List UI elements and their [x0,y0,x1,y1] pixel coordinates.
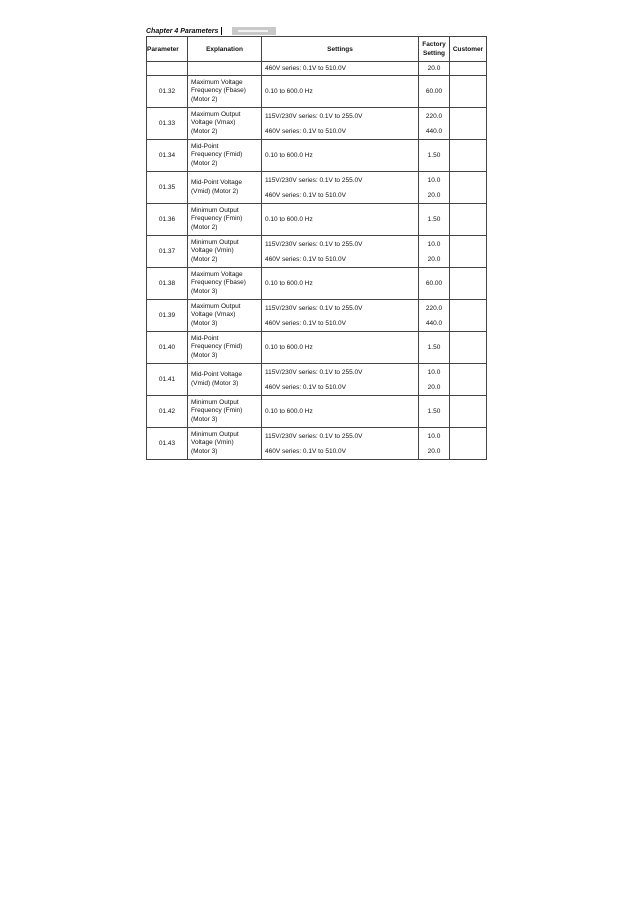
explanation-line: Frequency (Fbase) [191,279,246,287]
settings-line: 460V series: 0.1V to 510.0V [265,319,346,327]
explanation-line: Frequency (Fmin) [191,407,243,415]
customer-cell [450,332,487,364]
factory-cell [419,76,450,108]
column-header-explanation: Explanation [188,37,262,62]
settings-line: 460V series: 0.1V to 510.0V [265,383,346,391]
explanation-cell [188,236,262,268]
customer-cell [450,204,487,236]
customer-cell [450,172,487,204]
table-row [147,172,487,204]
table-row [147,268,487,300]
factory-value: 1.50 [427,408,441,415]
explanation-cell [188,396,262,428]
settings-line: 460V series: 0.1V to 510.0V [265,191,346,199]
param-cell: 01.42 [147,396,188,428]
settings-cell [262,204,419,236]
factory-cell [419,204,450,236]
settings-line: 0.10 to 600.0 Hz [265,280,313,287]
explanation-line: Minimum Output [191,398,239,406]
table-header-row [147,37,487,62]
continuation-row [147,62,487,76]
parameter-table [146,36,487,460]
customer-cell [450,300,487,332]
settings-line: 115V/230V series: 0.1V to 255.0V [265,240,363,248]
explanation-line: (Motor 3) [191,351,218,359]
factory-cell [419,236,450,268]
explanation-cell [188,140,262,172]
column-header-parameter: Parameter [147,37,188,62]
factory-cell [419,364,450,396]
explanation-cell [188,76,262,108]
explanation-cell [188,204,262,236]
factory-value: 60.00 [425,280,443,287]
explanation-cell [188,172,262,204]
explanation-line: (Motor 2) [191,159,218,167]
explanation-line: Mid-Point [191,334,219,342]
explanation-line: (Vmid) (Motor 2) [191,187,239,195]
settings-cell [262,140,419,172]
settings-line: 115V/230V series: 0.1V to 255.0V [265,112,363,120]
explanation-line: Voltage (Vmin) [191,439,234,447]
settings-line: 460V series: 0.1V to 510.0V [265,447,346,455]
explanation-cell [188,62,262,76]
customer-cell [450,140,487,172]
explanation-line: (Motor 2) [191,255,218,263]
column-header-customer: Customer [450,37,487,62]
explanation-line: Maximum Output [191,110,241,118]
settings-line: 115V/230V series: 0.1V to 255.0V [265,304,363,312]
settings-cell [262,76,419,108]
settings-line: 115V/230V series: 0.1V to 255.0V [265,432,363,440]
customer-cell [450,236,487,268]
param-cell [147,62,188,76]
explanation-line: Voltage (Vmax) [191,311,236,319]
factory-value: 1.50 [427,152,441,159]
explanation-line: Minimum Output [191,206,239,214]
table-row [147,428,487,460]
table-row [147,108,487,140]
column-header-settings: Settings [262,37,419,62]
param-cell: 01.39 [147,300,188,332]
factory-value: 10.0 [427,368,441,376]
settings-line: 0.10 to 600.0 Hz [265,408,313,415]
settings-line: 115V/230V series: 0.1V to 255.0V [265,368,363,376]
settings-cell: 460V series: 0.1V to 510.0V [262,62,419,76]
factory-cell [419,428,450,460]
factory-cell [419,140,450,172]
factory-cell [419,396,450,428]
table-row [147,76,487,108]
factory-value: 60.00 [425,88,443,95]
param-cell: 01.40 [147,332,188,364]
param-cell: 01.34 [147,140,188,172]
explanation-cell [188,332,262,364]
factory-value: 1.50 [427,216,441,223]
param-cell: 01.35 [147,172,188,204]
table-row [147,236,487,268]
settings-line: 460V series: 0.1V to 510.0V [265,127,346,135]
factory-cell [419,108,450,140]
explanation-line: Mid-Point Voltage [191,179,242,186]
explanation-line: Maximum Voltage [191,270,243,278]
param-cell: 01.41 [147,364,188,396]
explanation-cell [188,108,262,140]
table-row [147,364,487,396]
factory-value: 10.0 [427,176,441,184]
explanation-line: Maximum Voltage [191,78,243,86]
factory-cell [419,300,450,332]
settings-cell [262,364,419,396]
table-row [147,332,487,364]
brand-logo-icon [232,27,276,35]
explanation-line: Voltage (Vmin) [191,247,234,255]
settings-cell [262,108,419,140]
explanation-line: (Motor 3) [191,447,218,455]
customer-cell [450,268,487,300]
table-row [147,300,487,332]
explanation-line: Maximum Output [191,302,241,310]
explanation-cell [188,300,262,332]
explanation-line: (Motor 3) [191,287,218,295]
factory-value: 20.0 [427,447,441,455]
table-row [147,140,487,172]
factory-cell [419,172,450,204]
customer-cell [450,396,487,428]
factory-value: 440.0 [425,319,443,327]
settings-cell [262,268,419,300]
explanation-line: (Vmid) (Motor 3) [191,379,239,387]
explanation-line: (Motor 2) [191,127,218,135]
explanation-line: Mid-Point Voltage [191,371,242,378]
settings-line: 0.10 to 600.0 Hz [265,88,313,95]
column-header-factory-setting: Factory Setting [419,37,450,62]
factory-value: 220.0 [425,304,443,312]
explanation-line: (Motor 2) [191,223,218,231]
explanation-cell [188,268,262,300]
explanation-line: Minimum Output [191,238,239,246]
explanation-cell [188,428,262,460]
settings-cell [262,428,419,460]
factory-value: 1.50 [427,344,441,351]
settings-line: 460V series: 0.1V to 510.0V [265,255,346,263]
param-cell: 01.32 [147,76,188,108]
chapter-title: Chapter 4 Parameters [146,27,219,35]
explanation-line: (Motor 3) [191,319,218,327]
param-cell: 01.37 [147,236,188,268]
customer-cell [450,76,487,108]
settings-cell [262,172,419,204]
settings-cell [262,396,419,428]
param-cell: 01.33 [147,108,188,140]
explanation-line: Frequency (Fmid) [191,151,243,159]
customer-cell [450,364,487,396]
customer-cell [450,428,487,460]
param-cell: 01.38 [147,268,188,300]
explanation-line: Minimum Output [191,430,239,438]
explanation-line: Voltage (Vmax) [191,119,236,127]
explanation-line: Frequency (Fbase) [191,87,246,95]
customer-cell [450,108,487,140]
factory-value: 10.0 [427,432,441,440]
factory-value: 20.0 [427,383,441,391]
explanation-line: Frequency (Fmid) [191,343,243,351]
factory-value: 220.0 [425,112,443,120]
explanation-line: Mid-Point [191,142,219,150]
settings-line: 0.10 to 600.0 Hz [265,344,313,351]
customer-cell [450,62,487,76]
settings-line: 115V/230V series: 0.1V to 255.0V [265,176,363,184]
settings-cell [262,300,419,332]
explanation-line: (Motor 3) [191,415,218,423]
param-cell: 01.43 [147,428,188,460]
explanation-cell [188,364,262,396]
settings-cell [262,332,419,364]
explanation-line: Frequency (Fmin) [191,215,243,223]
table-row [147,204,487,236]
factory-value: 10.0 [427,240,441,248]
settings-line: 0.10 to 600.0 Hz [265,152,313,159]
chapter-divider [221,27,222,35]
factory-value: 440.0 [425,127,443,135]
table-row [147,396,487,428]
factory-value: 20.0 [427,191,441,199]
factory-value: 20.0 [427,255,441,263]
explanation-line: (Motor 2) [191,95,218,103]
factory-cell: 20.0 [419,62,450,76]
factory-cell [419,332,450,364]
settings-line: 0.10 to 600.0 Hz [265,216,313,223]
settings-cell [262,236,419,268]
param-cell: 01.36 [147,204,188,236]
factory-cell [419,268,450,300]
